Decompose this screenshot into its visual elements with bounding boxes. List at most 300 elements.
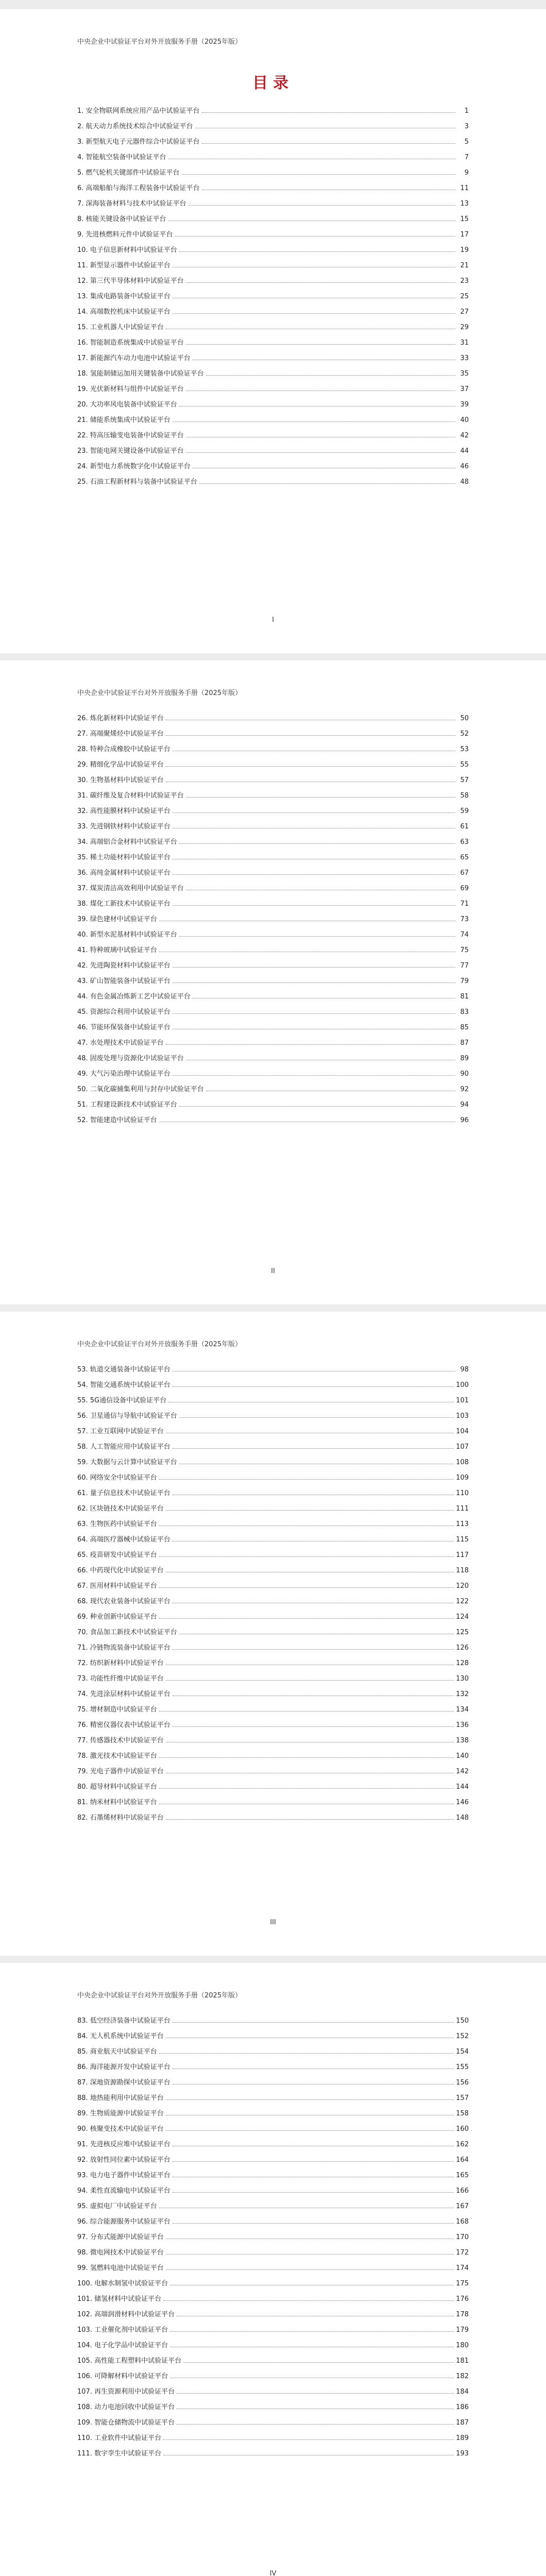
toc-entry-page-number: 178 (456, 2311, 469, 2318)
toc-entry-label: 90. 核聚变技术中试验证平台 (77, 2125, 164, 2133)
toc-entry[interactable] (77, 2303, 469, 2318)
toc-entry-page-number: 193 (456, 2450, 469, 2458)
toc-entry-page-number: 48 (460, 478, 469, 486)
toc-entry-page-number: 166 (456, 2187, 469, 2195)
toc-entry[interactable] (77, 1605, 469, 1621)
toc-entry-page-number: 110 (456, 1489, 469, 1497)
toc-entry[interactable] (77, 1404, 469, 1420)
toc-entry[interactable] (77, 2318, 469, 2334)
toc-entry-label: 53. 轨道交通装备中试验证平台 (77, 1366, 170, 1374)
toc-entry-label: 41. 特种玻璃中试验证平台 (77, 946, 157, 954)
page-header: 中央企业中试验证平台对外开放服务手册（2025年版） (77, 1992, 242, 1999)
dot-leader (166, 1680, 454, 1681)
toc-entry-page-number: 180 (456, 2342, 469, 2349)
dot-leader (159, 1788, 454, 1789)
toc-entry[interactable] (77, 1466, 469, 1482)
toc-entry-page-number: 117 (456, 1551, 469, 1559)
toc-entry[interactable] (77, 115, 469, 130)
dot-leader (163, 2300, 454, 2301)
toc-entry-page-number: 83 (460, 1008, 469, 1016)
toc-entry[interactable] (77, 1031, 469, 1047)
toc-entry[interactable] (77, 2179, 469, 2195)
toc-entry[interactable] (77, 753, 469, 769)
toc-entry-label: 37. 煤炭清洁高效利用中试验证平台 (77, 885, 184, 892)
toc-entry-page-number: 181 (456, 2357, 469, 2365)
toc-entry-page-number: 158 (456, 2110, 469, 2117)
toc-entry-page-number: 111 (456, 1505, 469, 1513)
toc-entry-label: 94. 柔性直流输电中试验证平台 (77, 2187, 170, 2195)
dot-leader (173, 1726, 454, 1727)
toc-entry-page-number: 104 (456, 1428, 469, 1435)
toc-entry[interactable] (77, 1435, 469, 1451)
toc-entry[interactable] (77, 1636, 469, 1652)
toc-entry-page-number: 96 (460, 1116, 469, 1124)
toc-entry[interactable] (77, 1358, 469, 1374)
toc-entry-label: 77. 传感器技术中试验证平台 (77, 1737, 164, 1744)
toc-entry-page-number: 138 (456, 1737, 469, 1744)
toc-entry-label: 72. 纺织新材料中试验证平台 (77, 1659, 164, 1667)
dot-leader (173, 905, 455, 906)
toc-entry[interactable] (77, 861, 469, 877)
toc-entry-label: 58. 人工智能应用中试验证平台 (77, 1443, 170, 1451)
dot-leader (166, 766, 455, 767)
toc-entry[interactable] (77, 2334, 469, 2349)
toc-entry[interactable] (77, 1760, 469, 1775)
toc-entry-page-number: 63 (460, 838, 469, 846)
dot-leader (166, 1044, 455, 1045)
dot-leader (186, 282, 455, 283)
dot-leader (173, 874, 455, 875)
toc-entry[interactable] (77, 1574, 469, 1590)
dot-leader (173, 313, 455, 314)
toc-entry-page-number: 172 (456, 2249, 469, 2257)
toc-entry[interactable] (77, 331, 469, 347)
toc-entry-label: 91. 先进核反应堆中试验证平台 (77, 2141, 170, 2148)
toc-entry-page-number: 118 (456, 1567, 469, 1574)
dot-leader (159, 1479, 454, 1480)
toc-entry-label: 50. 二氧化碳捕集利用与封存中试验证平台 (77, 1086, 204, 1093)
toc-entry-page-number: 184 (456, 2388, 469, 2396)
toc-entry-label: 14. 高端数控机床中试验证平台 (77, 308, 170, 316)
toc-entry-page-number: 98 (460, 1366, 469, 1374)
toc-entry-label: 1. 安全物联网系统应用产品中试验证平台 (77, 107, 200, 115)
toc-entry-label: 66. 中药现代化中试验证平台 (77, 1567, 164, 1574)
toc-entry[interactable] (77, 846, 469, 861)
toc-entry[interactable] (77, 1016, 469, 1031)
toc-entry[interactable] (77, 1544, 469, 1559)
toc-entry[interactable] (77, 2396, 469, 2411)
toc-entry-page-number: 103 (456, 1412, 469, 1420)
toc-entry-page-number: 31 (460, 339, 469, 347)
toc-entry-label: 81. 纳米材料中试验证平台 (77, 1799, 157, 1806)
toc-entry[interactable] (77, 439, 469, 455)
toc-entry-page-number: 90 (460, 1070, 469, 1078)
toc-entry-page-number: 71 (460, 900, 469, 908)
toc-entry-page-number: 73 (460, 916, 469, 923)
toc-entry[interactable] (77, 738, 469, 753)
toc-entry-label: 5. 燃气轮机关键部件中试验证平台 (77, 169, 180, 177)
toc-entry[interactable] (77, 784, 469, 800)
toc-entry-page-number: 50 (460, 715, 469, 722)
toc-entry[interactable] (77, 347, 469, 362)
toc-entry-page-number: 128 (456, 1659, 469, 1667)
toc-entry-page-number: 170 (456, 2233, 469, 2241)
toc-entry-label: 4. 智能航空装备中试验证平台 (77, 154, 166, 161)
toc-entry[interactable] (77, 1683, 469, 1698)
toc-entry-label: 97. 分布式能源中试验证平台 (77, 2233, 164, 2241)
toc-entry[interactable] (77, 1729, 469, 1744)
dot-leader (186, 797, 455, 798)
toc-entry-label: 68. 现代农业装备中试验证平台 (77, 1598, 170, 1605)
dot-leader (179, 1417, 454, 1418)
toc-entry-page-number: 182 (456, 2372, 469, 2380)
toc-entry[interactable] (77, 2241, 469, 2257)
toc-entry[interactable] (77, 2195, 469, 2210)
toc-entry-page-number: 42 (460, 432, 469, 439)
toc-entry[interactable] (77, 1590, 469, 1605)
toc-entry-label: 22. 特高压输变电装备中试验证平台 (77, 432, 184, 439)
toc-entry[interactable] (77, 769, 469, 784)
toc-entry[interactable] (77, 239, 469, 254)
toc-entry[interactable] (77, 177, 469, 192)
toc-entry-page-number: 144 (456, 1783, 469, 1791)
toc-entry-label: 23. 智能电网关键设备中试验证平台 (77, 447, 184, 455)
toc-entry[interactable] (77, 1078, 469, 1093)
toc-entry-label: 84. 无人机系统中试验证平台 (77, 2032, 164, 2040)
dot-leader (166, 2130, 454, 2131)
dot-leader (202, 112, 455, 113)
toc-entry-page-number: 17 (460, 231, 469, 239)
toc-entry-label: 18. 氢能制储运加用关键装备中试验证平台 (77, 370, 204, 378)
dot-leader (189, 205, 455, 206)
toc-entry[interactable] (77, 2040, 469, 2056)
toc-entry[interactable] (77, 722, 469, 738)
toc-entry[interactable] (77, 161, 469, 177)
toc-entry-label: 100. 电解水制氢中试验证平台 (77, 2280, 168, 2287)
toc-entry[interactable] (77, 192, 469, 208)
toc-entry[interactable] (77, 939, 469, 954)
toc-entry-page-number: 152 (456, 2032, 469, 2040)
toc-entry-label: 95. 虚拟电厂中试验证平台 (77, 2202, 157, 2210)
toc-entry[interactable] (77, 2257, 469, 2272)
toc-entry-page-number: 75 (460, 946, 469, 954)
dot-leader (166, 2099, 454, 2100)
toc-entry-label: 57. 工业互联网中试验证平台 (77, 1428, 164, 1435)
toc-entry-label: 69. 种业创新中试验证平台 (77, 1613, 157, 1621)
toc-entry-page-number: 126 (456, 1644, 469, 1652)
page-header: 中央企业中试验证平台对外开放服务手册（2025年版） (77, 38, 242, 46)
toc-entry-page-number: 134 (456, 1706, 469, 1714)
toc-entry[interactable] (77, 2380, 469, 2396)
dot-leader (159, 2053, 454, 2054)
toc-entries (77, 2009, 469, 2458)
dot-leader (170, 2331, 454, 2332)
toc-entry[interactable] (77, 2117, 469, 2133)
toc-entry-label: 34. 高端铝合金材料中试验证平台 (77, 838, 177, 846)
toc-entry-label: 63. 生物医药中试验证平台 (77, 1520, 157, 1528)
toc-entry[interactable] (77, 1806, 469, 1822)
toc-entry-label: 67. 医用材料中试验证平台 (77, 1582, 157, 1590)
toc-entry-label: 83. 低空经济装备中试验证平台 (77, 2017, 170, 2025)
toc-entry-label: 26. 炼化新材料中试验证平台 (77, 715, 164, 722)
toc-entry-page-number: 113 (456, 1520, 469, 1528)
toc-entry[interactable] (77, 378, 469, 393)
toc-entry[interactable] (77, 130, 469, 146)
toc-entry[interactable] (77, 2087, 469, 2102)
toc-entry-page-number: 69 (460, 885, 469, 892)
toc-entry-page-number: 109 (456, 1474, 469, 1482)
toc-entry[interactable] (77, 2411, 469, 2427)
toc-entry-label: 38. 煤化工新技术中试验证平台 (77, 900, 170, 908)
toc-entry-label: 71. 冷链物流装备中试验证平台 (77, 1644, 170, 1652)
toc-entry[interactable] (77, 2272, 469, 2287)
toc-entry[interactable] (77, 908, 469, 923)
toc-entry[interactable] (77, 362, 469, 378)
toc-entry-page-number: 167 (456, 2202, 469, 2210)
toc-title: 目录 (252, 74, 294, 92)
toc-entry-label: 25. 石油工程新材料与装备中试验证平台 (77, 478, 197, 486)
toc-entry-label: 7. 深海装备材料与技术中试验证平台 (77, 200, 186, 208)
toc-entry[interactable] (77, 455, 469, 470)
toc-entry-page-number: 35 (460, 370, 469, 378)
toc-entry[interactable] (77, 800, 469, 815)
toc-entry[interactable] (77, 2025, 469, 2040)
toc-entry[interactable] (77, 1109, 469, 1124)
toc-entry-label: 12. 第三代半导体材料中试验证平台 (77, 277, 184, 285)
toc-entry-label: 32. 高性能膜材料中试验证平台 (77, 807, 170, 815)
toc-entry-label: 62. 区块链技术中试验证平台 (77, 1505, 164, 1513)
page-number: III (270, 1919, 276, 1926)
dot-leader (163, 2439, 454, 2440)
toc-entry-label: 111. 数字孪生中试验证平台 (77, 2450, 162, 2458)
toc-entry-page-number: 67 (460, 869, 469, 877)
toc-entry-label: 31. 碳纤维及复合材料中试验证平台 (77, 792, 184, 800)
toc-entry[interactable] (77, 2056, 469, 2071)
toc-entry[interactable] (77, 2226, 469, 2241)
toc-entry-page-number: 7 (464, 154, 469, 161)
toc-entry[interactable] (77, 923, 469, 939)
dot-leader (173, 421, 455, 422)
toc-page-2 (0, 660, 546, 1304)
toc-entry-page-number: 136 (456, 1721, 469, 1729)
toc-entry[interactable] (77, 1047, 469, 1062)
dot-leader (173, 982, 455, 983)
toc-entry[interactable] (77, 1062, 469, 1078)
toc-entry[interactable] (77, 877, 469, 892)
toc-entry-page-number: 101 (456, 1397, 469, 1404)
toc-entry[interactable] (77, 2287, 469, 2303)
toc-entry-label: 10. 电子信息新材料中试验证平台 (77, 246, 177, 254)
toc-entry[interactable] (77, 2427, 469, 2442)
toc-entry-page-number: 187 (456, 2419, 469, 2427)
dot-leader (177, 2424, 454, 2425)
toc-entries (77, 1358, 469, 1822)
toc-entry[interactable] (77, 2210, 469, 2226)
toc-entry[interactable] (77, 1667, 469, 1683)
toc-entry-page-number: 100 (456, 1381, 469, 1389)
toc-entry[interactable] (77, 970, 469, 985)
dot-leader (173, 1013, 455, 1014)
toc-entry[interactable] (77, 1093, 469, 1109)
toc-entry[interactable] (77, 146, 469, 161)
toc-entry[interactable] (77, 2102, 469, 2117)
toc-entry[interactable] (77, 300, 469, 316)
toc-entry[interactable] (77, 1513, 469, 1528)
toc-entry-page-number: 162 (456, 2141, 469, 2148)
toc-entry[interactable] (77, 1482, 469, 1497)
toc-entry-page-number: 40 (460, 416, 469, 424)
toc-entry[interactable] (77, 1714, 469, 1729)
toc-entry-page-number: 65 (460, 854, 469, 861)
toc-entry-page-number: 130 (456, 1675, 469, 1683)
toc-page-4 (0, 1963, 546, 2576)
toc-entry[interactable] (77, 393, 469, 409)
toc-entry-label: 8. 核能关键设备中试验证平台 (77, 215, 166, 223)
toc-entry-page-number: 29 (460, 324, 469, 331)
toc-entry[interactable] (77, 1791, 469, 1806)
toc-entry[interactable] (77, 1744, 469, 1760)
dot-leader (179, 1106, 455, 1107)
toc-entry-page-number: 160 (456, 2125, 469, 2133)
toc-entry-label: 9. 先进核燃料元件中试验证平台 (77, 231, 173, 239)
toc-entry[interactable] (77, 954, 469, 970)
page-number: II (271, 1267, 275, 1275)
dot-leader (173, 1075, 455, 1076)
toc-entry[interactable] (77, 1420, 469, 1435)
toc-entry-label: 6. 高端船舶与海洋工程装备中试验证平台 (77, 184, 200, 192)
toc-entry-page-number: 57 (460, 776, 469, 784)
toc-entry[interactable] (77, 254, 469, 269)
toc-entry[interactable] (77, 2009, 469, 2025)
toc-entry-label: 36. 高纯金属材料中试验证平台 (77, 869, 170, 877)
toc-entry-page-number: 9 (464, 169, 469, 177)
toc-entry[interactable] (77, 2442, 469, 2458)
dot-leader (159, 1757, 454, 1758)
toc-entry[interactable] (77, 2133, 469, 2148)
toc-entry-page-number: 168 (456, 2218, 469, 2226)
toc-entry[interactable] (77, 316, 469, 331)
toc-entry[interactable] (77, 2164, 469, 2179)
toc-entry[interactable] (77, 1698, 469, 1714)
toc-entry-page-number: 37 (460, 385, 469, 393)
toc-entry-label: 60. 网络安全中试验证平台 (77, 1474, 157, 1482)
toc-entry-page-number: 55 (460, 761, 469, 769)
toc-entry-label: 65. 疫苗研发中试验证平台 (77, 1551, 157, 1559)
dot-leader (202, 143, 455, 144)
toc-entry[interactable] (77, 815, 469, 831)
toc-entry-label: 30. 生物基材料中试验证平台 (77, 776, 164, 784)
toc-entry-label: 3. 新型航天电子元器件综合中试验证平台 (77, 138, 200, 146)
toc-entry-label: 44. 有色金属冶炼新工艺中试验证平台 (77, 993, 191, 1001)
toc-entry[interactable] (77, 208, 469, 223)
toc-entry[interactable] (77, 985, 469, 1001)
toc-entry[interactable] (77, 1775, 469, 1791)
toc-entry-page-number: 59 (460, 807, 469, 815)
toc-entry-page-number: 122 (456, 1598, 469, 1605)
toc-entry-label: 49. 大气污染治理中试验证平台 (77, 1070, 170, 1078)
toc-entry-label: 54. 智能交通系统中试验证平台 (77, 1381, 170, 1389)
toc-entry-label: 35. 稀土功能材料中试验证平台 (77, 854, 170, 861)
toc-entry-page-number: 108 (456, 1459, 469, 1466)
toc-entry-page-number: 125 (456, 1629, 469, 1636)
dot-leader (179, 251, 455, 252)
toc-entry-page-number: 39 (460, 401, 469, 409)
toc-entry-label: 74. 先进涂层材料中试验证平台 (77, 1690, 170, 1698)
toc-entry-label: 64. 高端医疗器械中试验证平台 (77, 1536, 170, 1544)
toc-entry[interactable] (77, 831, 469, 846)
toc-entry-page-number: 164 (456, 2156, 469, 2164)
toc-entry[interactable] (77, 470, 469, 486)
toc-entry-label: 17. 新能源汽车动力电池中试验证平台 (77, 354, 191, 362)
toc-entry[interactable] (77, 2349, 469, 2365)
toc-entry[interactable] (77, 1559, 469, 1574)
toc-entry-page-number: 165 (456, 2172, 469, 2179)
toc-entry[interactable] (77, 223, 469, 239)
dot-leader (179, 843, 455, 844)
toc-entry[interactable] (77, 707, 469, 722)
toc-entry[interactable] (77, 2071, 469, 2087)
toc-entry[interactable] (77, 1001, 469, 1016)
toc-entry[interactable] (77, 1497, 469, 1513)
toc-entry-page-number: 53 (460, 745, 469, 753)
toc-entry[interactable] (77, 892, 469, 908)
dot-leader (183, 2362, 454, 2363)
toc-entry[interactable] (77, 424, 469, 439)
toc-entry-page-number: 27 (460, 308, 469, 316)
toc-entry[interactable] (77, 99, 469, 115)
toc-entry-label: 24. 新型电力系统数字化中试验证平台 (77, 463, 191, 470)
toc-entry[interactable] (77, 2365, 469, 2380)
toc-entry-page-number: 44 (460, 447, 469, 455)
toc-entry[interactable] (77, 2148, 469, 2164)
page-header: 中央企业中试验证平台对外开放服务手册（2025年版） (77, 1341, 242, 1348)
toc-entries (77, 99, 469, 486)
toc-entry-label: 79. 光电子器件中试验证平台 (77, 1768, 164, 1775)
toc-entry[interactable] (77, 1621, 469, 1636)
toc-entry-label: 46. 节能环保装备中试验证平台 (77, 1024, 170, 1031)
toc-entry-label: 61. 量子信息技术中试验证平台 (77, 1489, 170, 1497)
toc-entry-page-number: 25 (460, 293, 469, 300)
toc-entry-page-number: 23 (460, 277, 469, 285)
toc-entry[interactable] (77, 1389, 469, 1404)
toc-entry-label: 76. 精密仪器仪表中试验证平台 (77, 1721, 170, 1729)
toc-page-1 (0, 9, 546, 653)
toc-entry-page-number: 154 (456, 2048, 469, 2056)
toc-entry[interactable] (77, 1374, 469, 1389)
toc-entry-label: 56. 卫星通信与导航中试验证平台 (77, 1412, 177, 1420)
toc-entry-label: 96. 综合能源服务中试验证平台 (77, 2218, 170, 2226)
toc-entry-label: 99. 氢燃料电池中试验证平台 (77, 2264, 164, 2272)
toc-entry-page-number: 46 (460, 463, 469, 470)
toc-entry[interactable] (77, 409, 469, 424)
toc-entry-label: 40. 新型水泥基材料中试验证平台 (77, 931, 177, 939)
toc-entry-label: 15. 工业机器人中试验证平台 (77, 324, 164, 331)
toc-entry[interactable] (77, 1652, 469, 1667)
toc-entry[interactable] (77, 285, 469, 300)
toc-entry-label: 104. 电子化学品中试验证平台 (77, 2342, 168, 2349)
toc-entry[interactable] (77, 269, 469, 285)
toc-entry-page-number: 189 (456, 2434, 469, 2442)
toc-entry-page-number: 11 (460, 184, 469, 192)
toc-entry[interactable] (77, 1451, 469, 1466)
toc-entry[interactable] (77, 1528, 469, 1544)
toc-entry-label: 39. 绿色建材中试验证平台 (77, 916, 157, 923)
toc-entry-label: 48. 固废处理与资源化中试验证平台 (77, 1055, 184, 1062)
toc-entry-page-number: 132 (456, 1690, 469, 1698)
toc-entry-label: 93. 电力电子器件中试验证平台 (77, 2172, 170, 2179)
toc-entry-label: 107. 再生资源利用中试验证平台 (77, 2388, 175, 2396)
toc-entry-page-number: 89 (460, 1055, 469, 1062)
